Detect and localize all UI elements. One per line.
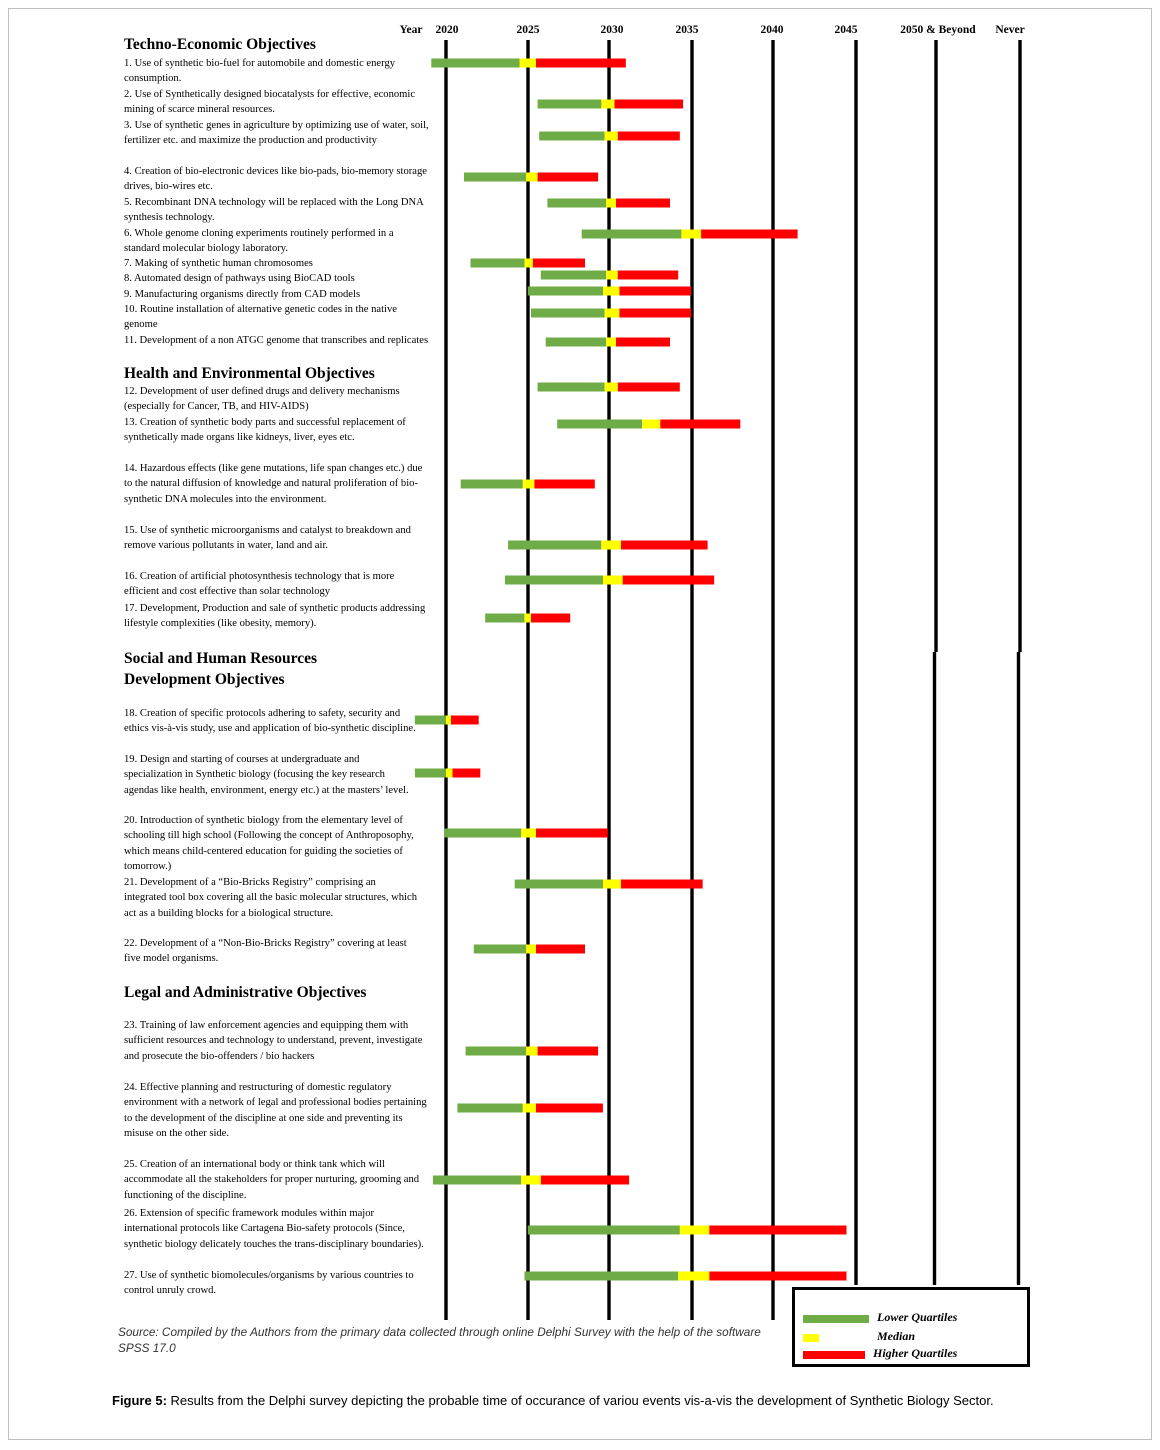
lower-quartile-bar: [485, 614, 524, 623]
lower-quartile-bar: [515, 880, 603, 889]
median-bar: [606, 271, 617, 280]
lower-quartile-bar: [464, 173, 526, 182]
year-tick-label: 2040: [760, 24, 784, 36]
objective-item: 20. Introduction of synthetic biology from the elementary level of schooling till high school (Following the concept of Anthroposophy, which means child-centered education for guiding the societies of tomorrow.): [124, 815, 414, 872]
lower-quartile-bar: [457, 1104, 522, 1113]
objective-item: 19. Design and starting of courses at undergraduate and specialization in Synthetic biology (focusing the key research agendas like health, environment, energy etc.) at the masters’ level.: [124, 754, 409, 796]
legend-label-higher: Higher Quartiles: [873, 1346, 958, 1360]
lower-quartile-bar: [508, 541, 601, 550]
objective-item: 22. Development of a “Non-Bio-Bricks Registry” covering at least five model organisms.: [124, 938, 407, 965]
median-bar: [605, 132, 618, 141]
objective-item: 3. Use of synthetic genes in agriculture by optimizing use of water, soil, fertilizer etc. and maximize the production and productivity: [124, 120, 429, 147]
lower-quartile-bar: [538, 383, 605, 392]
legend-swatch-higher: [803, 1351, 865, 1359]
lower-quartile-bar: [471, 259, 525, 268]
year-tick-label: Never: [995, 24, 1025, 36]
year-tick-label: 2050 & Beyond: [900, 24, 976, 36]
lower-quartile-bar: [531, 309, 605, 318]
year-tick-label: 2020: [435, 24, 459, 36]
lower-quartile-bar: [431, 59, 519, 68]
median-bar: [678, 1272, 709, 1281]
section-title-techno: Techno-Economic Objectives: [124, 36, 316, 53]
lower-quartile-bar: [415, 769, 446, 778]
median-bar: [446, 716, 451, 725]
year-tick-label: 2025: [516, 24, 540, 36]
year-tick-label: 2045: [834, 24, 858, 36]
higher-quartile-bar: [618, 132, 680, 141]
higher-quartile-bar: [709, 1272, 846, 1281]
objective-item: 15. Use of synthetic microorganisms and catalyst to breakdown and remove various pollutants in water, land and air.: [124, 525, 411, 552]
objective-item: 2. Use of Synthetically designed biocatalysts for effective, economic mining of scarce mineral resources.: [124, 89, 416, 116]
higher-quartile-bar: [618, 383, 680, 392]
year-tick-label: 2030: [600, 24, 624, 36]
higher-quartile-bar: [536, 59, 626, 68]
higher-quartile-bar: [614, 100, 683, 109]
lower-quartile-bar: [525, 1272, 679, 1281]
higher-quartile-bar: [536, 1104, 603, 1113]
median-bar: [521, 829, 536, 838]
objective-item: 11. Development of a non ATGC genome that transcribes and replicates: [124, 335, 429, 346]
caption-label: Figure 5:: [112, 1393, 167, 1408]
higher-quartile-bar: [621, 541, 708, 550]
lower-quartile-bar: [466, 1047, 526, 1056]
objective-item: 9. Manufacturing organisms directly from CAD models: [124, 289, 361, 300]
median-bar: [603, 576, 623, 585]
year-header-label: Year: [399, 24, 423, 36]
higher-quartile-bar: [618, 271, 679, 280]
lower-quartile-bar: [528, 1226, 680, 1235]
lower-quartile-bar: [415, 716, 446, 725]
objective-item: 12. Development of user defined drugs and delivery mechanisms (especially for Cancer, TB, and HIV-AIDS): [124, 386, 400, 413]
higher-quartile-bar: [623, 576, 715, 585]
higher-quartile-bar: [621, 880, 703, 889]
median-bar: [523, 480, 534, 489]
higher-quartile-bar: [619, 287, 691, 296]
lower-quartile-bar: [444, 829, 521, 838]
lower-quartile-bar: [505, 576, 603, 585]
median-bar: [605, 383, 618, 392]
source-note: Source: Compiled by the Authors from the primary data collected through online Delphi Survey with the help of the software SPSS 17.0: [118, 1325, 761, 1355]
objective-item: 16. Creation of artificial photosynthesis technology that is more efficient and cost effective than solar technology: [124, 571, 395, 598]
higher-quartile-bar: [616, 338, 670, 347]
objective-item: 21. Development of a “Bio-Bricks Registry” comprising an integrated tool box covering all the basic molecular structures, which act as a building blocks for a biological structure.: [124, 877, 417, 919]
median-bar: [606, 199, 616, 208]
higher-quartile-bar: [619, 309, 691, 318]
objective-item: 10. Routine installation of alternative genetic codes in the native genome: [124, 304, 398, 331]
section-title-legal: Legal and Administrative Objectives: [124, 984, 367, 1001]
lower-quartile-bar: [541, 271, 606, 280]
higher-quartile-bar: [709, 1226, 846, 1235]
median-bar: [605, 309, 620, 318]
higher-quartile-bar: [534, 480, 595, 489]
caption-text: Results from the Delphi survey depicting the probable time of occurance of variou events vis-a-vis the development of Synthetic Biology Sector.: [170, 1393, 994, 1408]
higher-quartile-bar: [451, 716, 479, 725]
objective-item: 17. Development, Production and sale of synthetic products addressing lifestyle complexities (like obesity, memory).: [124, 603, 426, 630]
higher-quartile-bar: [701, 230, 798, 239]
legend-item-median: [795, 1329, 1027, 1347]
objective-item: 8. Automated design of pathways using BioCAD tools: [124, 273, 355, 284]
objective-item: 14. Hazardous effects (like gene mutations, life span changes etc.) due to the natural diffusion of knowledge and natural proliferation of bio-synthetic DNA molecules into the environment.: [124, 463, 423, 505]
median-bar: [520, 59, 536, 68]
objective-item: 23. Training of law enforcement agencies and equipping them with sufficient resources and technology to understand, prevent, investigate and prosecute the bio-offenders / bio hackers: [124, 1020, 423, 1062]
lower-quartile-bar: [474, 945, 526, 954]
higher-quartile-bar: [536, 829, 608, 838]
median-bar: [526, 945, 536, 954]
median-bar: [525, 614, 532, 623]
lower-quartile-bar: [582, 230, 682, 239]
median-bar: [446, 769, 453, 778]
objective-item: 26. Extension of specific framework modules within major international protocols like Cartagena Bio-safety protocols (Since, synthetic biology delicately touches the trans-disciplinary boundaries).: [124, 1208, 424, 1250]
year-tick-label: 2035: [675, 24, 699, 36]
objective-item: 13. Creation of synthetic body parts and successful replacement of synthetically made organs like kidneys, liver, eyes etc.: [124, 417, 406, 444]
lower-quartile-bar: [528, 287, 603, 296]
legend-label-lower: Lower Quartiles: [877, 1310, 958, 1324]
median-bar: [681, 230, 701, 239]
objective-item: 5. Recombinant DNA technology will be replaced with the Long DNA synthesis technology.: [124, 197, 424, 224]
legend-label-median: Median: [877, 1329, 916, 1343]
higher-quartile-bar: [538, 173, 599, 182]
objective-item: 1. Use of synthetic bio-fuel for automobile and domestic energy consumption.: [124, 58, 396, 85]
higher-quartile-bar: [536, 945, 585, 954]
figure-caption: [112, 1392, 1072, 1410]
lower-quartile-bar: [433, 1176, 521, 1185]
objective-item: 24. Effective planning and restructuring of domestic regulatory environment with a network of legal and professional bodies pertaining to the development of the discipline at one side and preventing its misuse on the other side.: [124, 1082, 427, 1139]
legend-swatch-median: [803, 1334, 819, 1342]
median-bar: [642, 420, 660, 429]
median-bar: [606, 338, 616, 347]
lower-quartile-bar: [539, 132, 604, 141]
higher-quartile-bar: [533, 259, 585, 268]
higher-quartile-bar: [616, 199, 670, 208]
median-bar: [601, 541, 621, 550]
objective-item: 18. Creation of specific protocols adhering to safety, security and ethics vis-à-vis study, use and application of bio-synthetic discipline.: [124, 708, 416, 735]
objective-item: 27. Use of synthetic biomolecules/organisms by various countries to control unruly crowd.: [124, 1270, 414, 1297]
higher-quartile-bar: [541, 1176, 629, 1185]
objective-item: 7. Making of synthetic human chromosomes: [124, 258, 313, 269]
lower-quartile-bar: [538, 100, 602, 109]
objective-item: 6. Whole genome cloning experiments routinely performed in a standard molecular biology laboratory.: [124, 228, 394, 255]
higher-quartile-bar: [660, 420, 740, 429]
section-title-health: Health and Environmental Objectives: [124, 365, 375, 382]
objective-item: 4. Creation of bio-electronic devices like bio-pads, bio-memory storage drives, bio-wires etc.: [124, 166, 428, 193]
median-bar: [680, 1226, 709, 1235]
section-title-social: Social and Human Resources Development Objectives: [124, 650, 318, 688]
legend-swatch-lower: [803, 1315, 869, 1323]
objective-item: 25. Creation of an international body or think tank which will accommodate all the stakeholders for proper nurturing, grooming and functioning of the discipline.: [124, 1159, 420, 1201]
median-bar: [601, 100, 614, 109]
median-bar: [521, 1176, 541, 1185]
median-bar: [526, 173, 537, 182]
median-bar: [523, 1104, 536, 1113]
higher-quartile-bar: [453, 769, 481, 778]
median-bar: [525, 259, 533, 268]
legend: [792, 1287, 1030, 1367]
lower-quartile-bar: [461, 480, 523, 489]
median-bar: [603, 287, 619, 296]
median-bar: [603, 880, 621, 889]
higher-quartile-bar: [531, 614, 570, 623]
median-bar: [526, 1047, 537, 1056]
legend-item-higher: [795, 1346, 1027, 1364]
legend-item-lower: [795, 1310, 1027, 1328]
higher-quartile-bar: [538, 1047, 599, 1056]
lower-quartile-bar: [546, 338, 607, 347]
lower-quartile-bar: [557, 420, 642, 429]
lower-quartile-bar: [547, 199, 606, 208]
